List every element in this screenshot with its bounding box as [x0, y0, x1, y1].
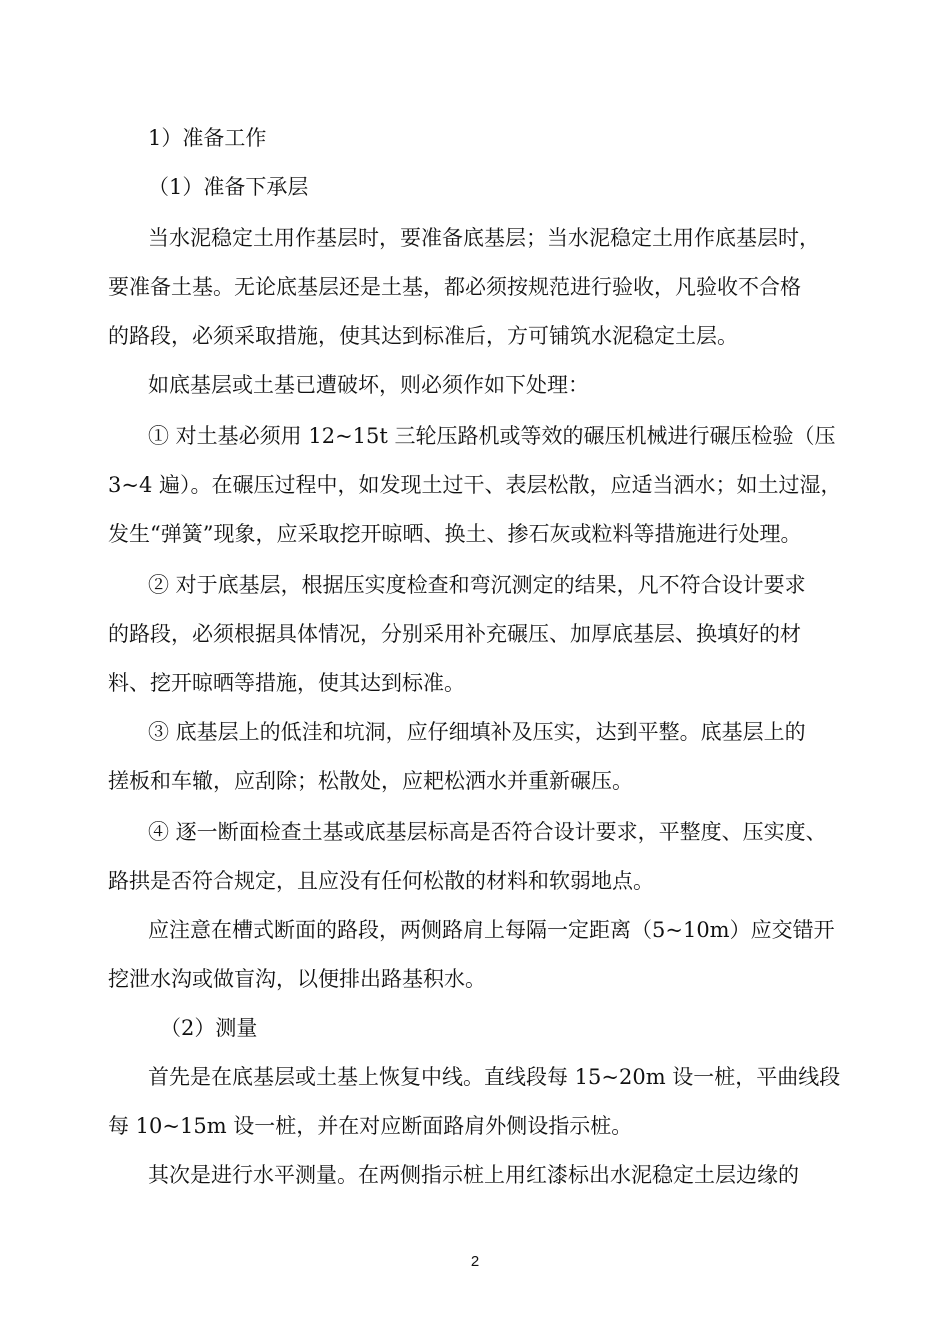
paragraph-line: 的路段，必须采取措施，使其达到标准后，方可铺筑水泥稳定土层。: [108, 324, 738, 348]
paragraph-line: 料、挖开晾晒等措施，使其达到标准。: [108, 671, 465, 695]
subheading-survey: （2）测量: [160, 1016, 258, 1040]
page-number: 2: [470, 1253, 480, 1270]
paragraph-line: 当水泥稳定土用作基层时，要准备底基层；当水泥稳定土用作底基层时，: [148, 226, 820, 250]
paragraph-line: 其次是进行水平测量。在两侧指示桩上用红漆标出水泥稳定土层边缘的: [148, 1163, 799, 1187]
paragraph-line: 挖泄水沟或做盲沟，以便排出路基积水。: [108, 967, 486, 991]
paragraph-line: 要准备土基。无论底基层还是土基，都必须按规范进行验收，凡验收不合格: [108, 275, 801, 299]
subheading-prepare-base: （1）准备下承层: [148, 175, 309, 199]
paragraph-line: ④ 逐一断面检查土基或底基层标高是否符合设计要求，平整度、压实度、: [148, 820, 827, 844]
paragraph-line: 搓板和车辙，应刮除；松散处，应耙松洒水并重新碾压。: [108, 769, 633, 793]
paragraph-line: ① 对土基必须用 12~15t 三轮压路机或等效的碾压机械进行碾压检验（压: [148, 424, 836, 448]
paragraph-line: ② 对于底基层，根据压实度检查和弯沉测定的结果，凡不符合设计要求: [148, 573, 806, 597]
paragraph-line: 3~4 遍）。在碾压过程中，如发现土过干、表层松散，应适当洒水；如土过湿，: [108, 473, 842, 497]
paragraph-line: ③ 底基层上的低洼和坑洞，应仔细填补及压实，达到平整。底基层上的: [148, 720, 806, 744]
paragraph-line: 每 10~15m 设一桩，并在对应断面路肩外侧设指示桩。: [108, 1114, 633, 1138]
paragraph-line: 的路段，必须根据具体情况，分别采用补充碾压、加厚底基层、换填好的材: [108, 622, 801, 646]
heading-preparation: 1）准备工作: [148, 126, 267, 150]
paragraph-line: 首先是在底基层或土基上恢复中线。直线段每 15~20m 设一桩，平曲线段: [148, 1065, 841, 1089]
paragraph-line: 如底基层或土基已遭破坏，则必须作如下处理：: [148, 373, 589, 397]
paragraph-line: 路拱是否符合规定，且应没有任何松散的材料和软弱地点。: [108, 869, 654, 893]
paragraph-line: 发生“弹簧”现象，应采取挖开晾晒、换土、掺石灰或粒料等措施进行处理。: [108, 522, 802, 546]
paragraph-line: 应注意在槽式断面的路段，两侧路肩上每隔一定距离（5~10m）应交错开: [148, 918, 835, 942]
